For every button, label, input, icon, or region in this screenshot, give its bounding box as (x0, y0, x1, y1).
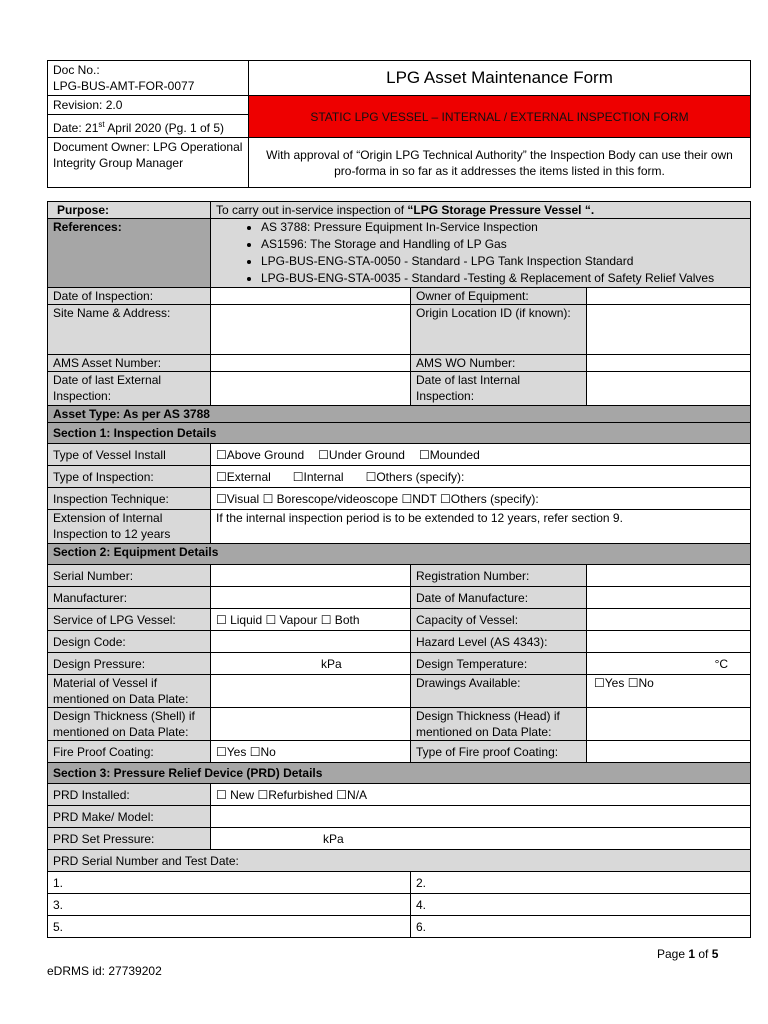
page-number (657, 946, 718, 962)
technique-label: Inspection Technique: (48, 488, 211, 510)
ams-wo-label: AMS WO Number: (411, 355, 587, 372)
design-code-field[interactable] (211, 631, 411, 653)
fireproof-type-label: Type of Fire proof Coating: (411, 741, 587, 763)
inspection-type-label: Type of Inspection: (48, 466, 211, 488)
owner-equipment-label: Owner of Equipment: (411, 288, 587, 305)
material-field[interactable] (211, 675, 411, 708)
hazard-label: Hazard Level (AS 4343): (411, 631, 587, 653)
form-title: LPG Asset Maintenance Form (249, 61, 751, 96)
form-subtitle-banner: STATIC LPG VESSEL – INTERNAL / EXTERNAL INSPECTION FORM (249, 96, 751, 138)
drawings-options (587, 675, 751, 708)
manufacturer-field[interactable] (211, 587, 411, 609)
doc-number-label: Doc No.: (53, 63, 100, 77)
date-manufacture-field[interactable] (587, 587, 751, 609)
prd-entry-3[interactable]: 3. (48, 894, 411, 916)
fireproof-label: Fire Proof Coating: (48, 741, 211, 763)
capacity-label: Capacity of Vessel: (411, 609, 587, 631)
ndt-checkbox[interactable]: ☐NDT (401, 491, 437, 506)
design-pressure-field[interactable] (211, 653, 411, 675)
reference-item: • LPG-BUS-ENG-STA-0050 - Standard - LPG Tank Inspection Standard (261, 253, 745, 270)
prd-entry-1[interactable]: 1. (48, 872, 411, 894)
page-total: 5 (711, 947, 719, 961)
serial-field[interactable] (211, 565, 411, 587)
site-name-label: Site Name & Address: (48, 305, 211, 355)
last-internal-field[interactable] (587, 372, 751, 406)
origin-location-field[interactable] (587, 305, 751, 355)
internal-checkbox[interactable]: ☐Internal (292, 469, 344, 484)
date-inspection-label: Date of Inspection: (48, 288, 211, 305)
document-owner: Document Owner: LPG Operational Integrity Group Manager (48, 138, 249, 188)
purpose-prefix: To carry out in-service inspection of (216, 203, 408, 217)
date-sup: st (98, 119, 105, 129)
design-pressure-label: Design Pressure: (48, 653, 211, 675)
prd-na-checkbox[interactable]: ☐N/A (336, 787, 368, 802)
both-checkbox[interactable]: ☐ Both (320, 612, 360, 627)
design-code-label: Design Code: (48, 631, 211, 653)
prd-refurbished-checkbox[interactable]: ☐Refurbished (257, 787, 333, 802)
last-external-field[interactable] (211, 372, 411, 406)
prd-set-pressure-label: PRD Set Pressure: (48, 828, 211, 850)
asset-type-bar: Asset Type: As per AS 3788 (48, 406, 751, 423)
reference-item: • AS1596: The Storage and Handling of LP Gas (261, 236, 745, 253)
prd-make-field[interactable] (211, 806, 751, 828)
prd-entry-5[interactable]: 5. (48, 916, 411, 938)
origin-location-label: Origin Location ID (if known): (411, 305, 587, 355)
page-prefix: Page (657, 947, 689, 961)
section3-title: Section 3: Pressure Relief Device (PRD) Details (48, 763, 751, 784)
prd-entry-6[interactable]: 6. (411, 916, 751, 938)
registration-field[interactable] (587, 565, 751, 587)
design-temp-field[interactable] (587, 653, 751, 675)
above-ground-checkbox[interactable]: ☐Above Ground (216, 447, 305, 462)
ams-wo-field[interactable] (587, 355, 751, 372)
reference-item: • LPG-BUS-ENG-STA-0035 - Standard -Testing & Replacement of Safety Relief Valves (261, 270, 745, 287)
ams-asset-label: AMS Asset Number: (48, 355, 211, 372)
date-suffix: April 2020 (Pg. 1 of 5) (104, 120, 225, 135)
vessel-install-label: Type of Vessel Install (48, 444, 211, 466)
hazard-field[interactable] (587, 631, 751, 653)
capacity-field[interactable] (587, 609, 751, 631)
vapour-checkbox[interactable]: ☐ Vapour (265, 612, 318, 627)
prd-installed-label: PRD Installed: (48, 784, 211, 806)
design-temp-label: Design Temperature: (411, 653, 587, 675)
visual-checkbox[interactable]: ☐Visual (216, 491, 260, 506)
liquid-checkbox[interactable]: ☐ Liquid (216, 612, 263, 627)
inspection-type-options (211, 466, 751, 488)
mounded-checkbox[interactable]: ☐Mounded (418, 447, 480, 462)
page-current: 1 (688, 947, 696, 961)
approval-note: With approval of “Origin LPG Technical Authority” the Inspection Body can use their own pro-forma in so far as it addresses the items listed in this form. (249, 138, 751, 188)
temp-unit: °C (714, 656, 729, 671)
material-label: Material of Vessel if mentioned on Data Plate: (48, 675, 211, 708)
prd-serial-test-label: PRD Serial Number and Test Date: (48, 850, 751, 872)
fireproof-yes-checkbox[interactable]: ☐Yes (216, 744, 247, 759)
date-cell (48, 115, 249, 138)
last-internal-label: Date of last Internal Inspection: (411, 372, 587, 406)
prd-make-label: PRD Make/ Model: (48, 806, 211, 828)
date-prefix: Date: 21 (53, 120, 99, 135)
others-inspection-checkbox[interactable]: ☐Others (specify): (365, 469, 465, 484)
others-technique-checkbox[interactable]: ☐Others (specify): (439, 491, 539, 506)
vessel-install-options (211, 444, 751, 466)
borescope-checkbox[interactable]: ☐ Borescope/videoscope (262, 491, 399, 506)
prd-entry-4[interactable]: 4. (411, 894, 751, 916)
drawings-yes-checkbox[interactable]: ☐Yes (594, 676, 625, 690)
manufacturer-label: Manufacturer: (48, 587, 211, 609)
fireproof-options (211, 741, 411, 763)
edrms-id: eDRMS id: 27739202 (47, 964, 162, 978)
site-name-field[interactable] (211, 305, 411, 355)
service-options (211, 609, 411, 631)
main-form-table (47, 201, 751, 938)
references-label: References: (48, 219, 211, 288)
purpose-bold: “LPG Storage Pressure Vessel “. (407, 203, 595, 217)
under-ground-checkbox[interactable]: ☐Under Ground (318, 447, 405, 462)
set-pressure-unit: kPa (323, 831, 344, 846)
thickness-shell-field[interactable] (211, 708, 411, 741)
section1-title: Section 1: Inspection Details (48, 423, 751, 444)
doc-number-cell (48, 61, 249, 96)
external-checkbox[interactable]: ☐External (216, 469, 271, 484)
thickness-head-field[interactable] (587, 708, 751, 741)
extension-text: If the internal inspection period is to be extended to 12 years, refer section 9. (211, 510, 751, 544)
section2-title: Section 2: Equipment Details (48, 544, 751, 565)
reference-item: • AS 3788: Pressure Equipment In-Service Inspection (261, 219, 745, 236)
references-list-cell (211, 219, 751, 288)
date-manufacture-label: Date of Manufacture: (411, 587, 587, 609)
last-external-label: Date of last External Inspection: (48, 372, 211, 406)
revision: Revision: 2.0 (48, 96, 249, 115)
service-label: Service of LPG Vessel: (48, 609, 211, 631)
purpose-text (211, 202, 751, 219)
prd-installed-options (211, 784, 751, 806)
purpose-label: Purpose: (48, 202, 211, 219)
owner-equipment-field[interactable] (587, 288, 751, 305)
prd-new-checkbox[interactable]: ☐ New (216, 787, 255, 802)
extension-label: Extension of Internal Inspection to 12 years (48, 510, 211, 544)
references-list (216, 219, 745, 287)
technique-options (211, 488, 751, 510)
header-table (47, 60, 751, 188)
drawings-label: Drawings Available: (411, 675, 587, 708)
serial-label: Serial Number: (48, 565, 211, 587)
prd-entry-2[interactable]: 2. (411, 872, 751, 894)
thickness-shell-label: Design Thickness (Shell) if mentioned on Data Plate: (48, 708, 211, 741)
drawings-no-checkbox[interactable]: ☐No (627, 676, 654, 690)
registration-label: Registration Number: (411, 565, 587, 587)
fireproof-type-field[interactable] (587, 741, 751, 763)
page-mid: of (695, 947, 712, 961)
ams-asset-field[interactable] (211, 355, 411, 372)
date-inspection-field[interactable] (211, 288, 411, 305)
doc-code: LPG-BUS-AMT-FOR-0077 (53, 79, 195, 93)
fireproof-no-checkbox[interactable]: ☐No (249, 744, 276, 759)
prd-set-pressure-field[interactable] (211, 828, 751, 850)
thickness-head-label: Design Thickness (Head) if mentioned on Data Plate: (411, 708, 587, 741)
pressure-unit: kPa (321, 656, 342, 671)
